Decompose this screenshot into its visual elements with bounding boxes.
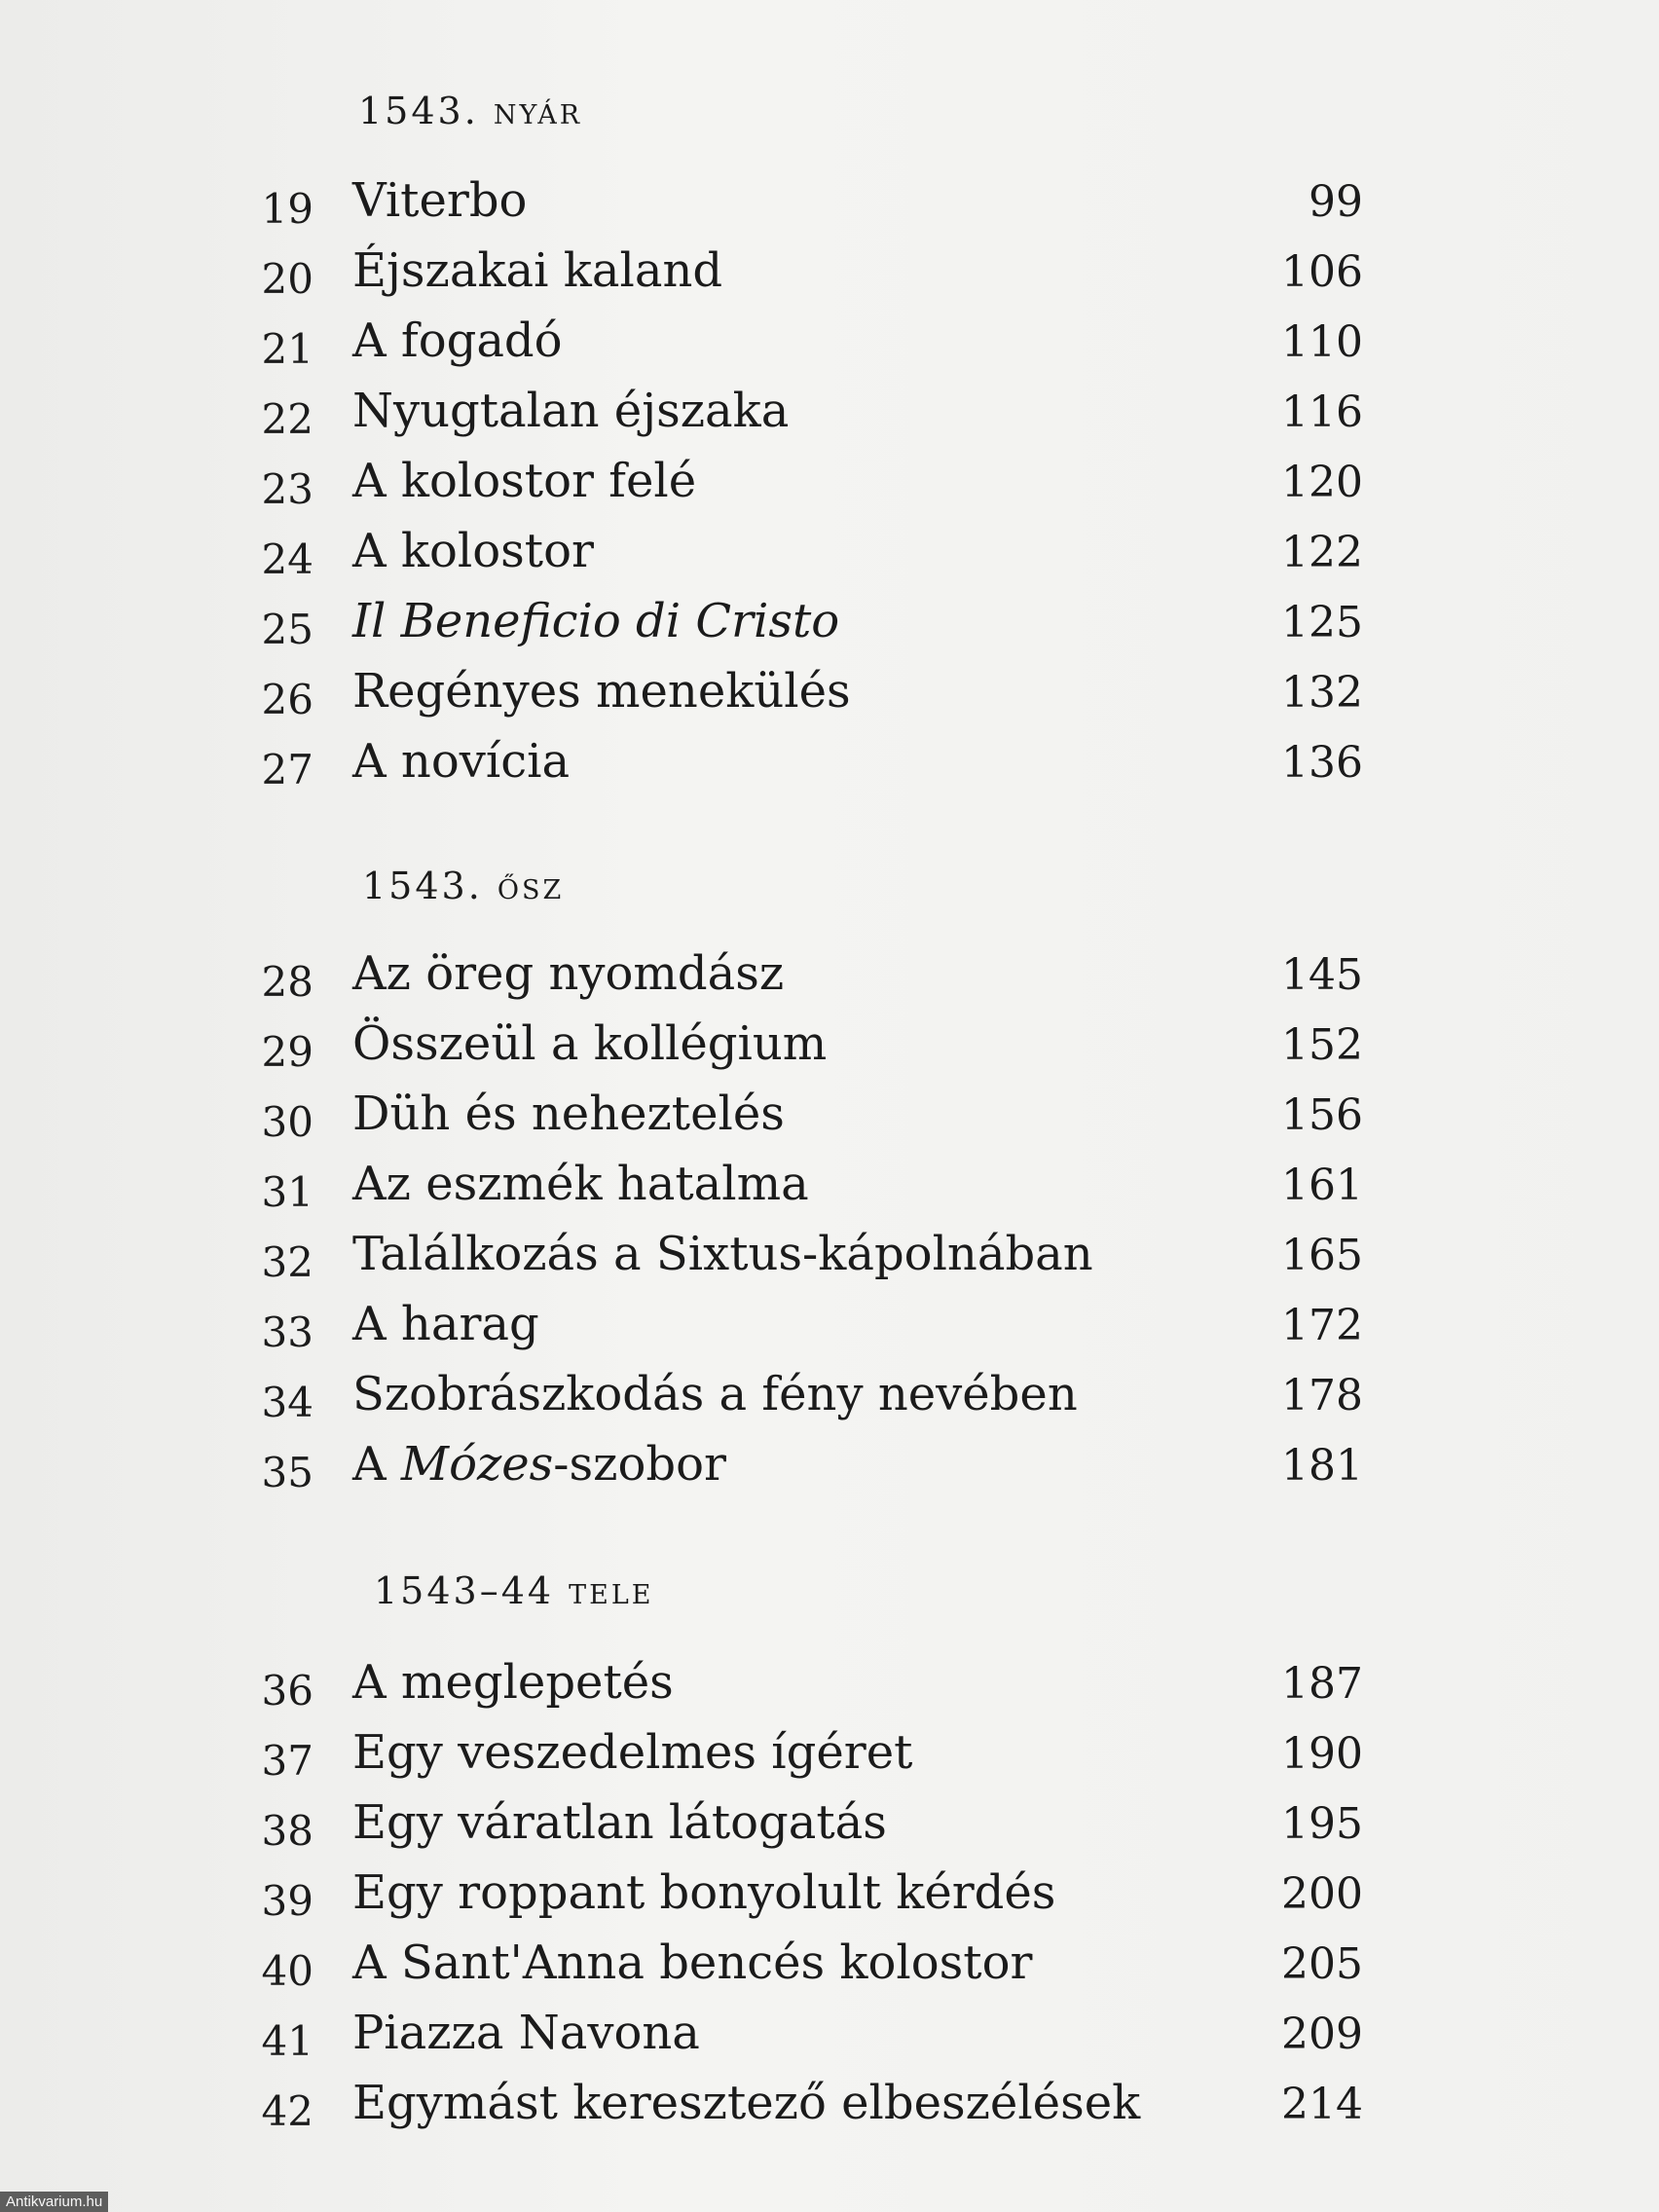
chapter-number: 42 [261,2087,313,2135]
toc-entry [253,1795,1363,1863]
toc-entry [253,1865,1363,1934]
chapter-number: 34 [261,1379,313,1426]
chapter-number: 40 [261,1947,313,1995]
chapter-number: 21 [261,325,313,373]
page-number: 200 [1281,1869,1363,1919]
toc-entry [253,2076,1363,2144]
chapter-title: Összeül a kollégium [352,1016,828,1071]
page-number: 120 [1281,458,1363,507]
toc-entry [253,1437,1363,1505]
toc-entry [253,173,1363,241]
toc-entry [253,594,1363,662]
section-heading: 1543–44 tele [374,1569,654,1612]
toc-entry [253,1936,1363,2004]
chapter-number: 29 [261,1028,313,1076]
chapter-number: 31 [261,1168,313,1216]
page-number: 205 [1281,1939,1363,1989]
chapter-number: 19 [261,185,313,233]
page-number: 145 [1281,950,1363,1000]
page-number: 181 [1281,1441,1363,1491]
chapter-title: A novícia [352,734,571,789]
chapter-title: Regényes menekülés [352,664,851,719]
title-suffix: -szobor [553,1437,726,1492]
page-number: 190 [1281,1729,1363,1779]
chapter-title: Egy roppant bonyolult kérdés [352,1865,1056,1920]
chapter-number: 23 [261,465,313,513]
page-number: 99 [1309,177,1363,227]
page-number: 165 [1281,1231,1363,1280]
chapter-number: 33 [261,1309,313,1356]
chapter-title: Düh és neheztelés [352,1087,785,1141]
chapter-title: Il Beneficio di Cristo [352,594,840,648]
toc-entry [253,243,1363,312]
toc-entry [253,1087,1363,1155]
page-number: 132 [1281,668,1363,718]
toc-entry [253,1297,1363,1365]
toc-entry [253,1367,1363,1435]
toc-entry [253,946,1363,1014]
chapter-title: A fogadó [352,313,563,368]
chapter-number: 22 [261,395,313,443]
page-number: 152 [1281,1020,1363,1070]
title-prefix: A [352,1437,401,1492]
page-number: 161 [1281,1161,1363,1210]
page-number: 214 [1281,2080,1363,2129]
chapter-title: Éjszakai kaland [352,243,723,298]
page-number: 122 [1281,528,1363,577]
chapter-title: Találkozás a Sixtus-kápolnában [352,1227,1093,1281]
toc-entry [253,524,1363,592]
section-heading: 1543. nyár [358,90,583,132]
watermark: Antikvarium.hu [0,2192,108,2212]
chapter-number: 25 [261,606,313,653]
chapter-title: Az öreg nyomdász [352,946,785,1001]
chapter-title: Egy veszedelmes ígéret [352,1725,913,1780]
chapter-title [352,1437,726,1492]
chapter-number: 28 [261,958,313,1006]
chapter-title: Egy váratlan látogatás [352,1795,887,1850]
chapter-number: 36 [261,1667,313,1714]
chapter-number: 24 [261,535,313,583]
toc-entry [253,1157,1363,1225]
page-number: 195 [1281,1799,1363,1849]
toc-entry [253,384,1363,452]
toc-entry [253,313,1363,382]
chapter-number: 32 [261,1238,313,1286]
chapter-title: A meglepetés [352,1655,674,1710]
chapter-number: 39 [261,1877,313,1925]
page-number: 172 [1281,1301,1363,1350]
page-number: 110 [1281,317,1363,367]
chapter-title: Egymást keresztező elbeszélések [352,2076,1141,2130]
page-number: 125 [1281,598,1363,647]
chapter-title: A Sant'Anna bencés kolostor [352,1936,1033,1990]
toc-entry [253,1227,1363,1295]
chapter-title: A harag [352,1297,539,1351]
toc-entry [253,2006,1363,2074]
chapter-title: A kolostor [352,524,594,578]
chapter-number: 37 [261,1737,313,1785]
chapter-number: 26 [261,676,313,723]
chapter-number: 20 [261,255,313,303]
chapter-number: 35 [261,1449,313,1496]
toc-entry [253,734,1363,802]
chapter-title: Nyugtalan éjszaka [352,384,790,438]
chapter-title: A kolostor felé [352,454,697,508]
chapter-number: 30 [261,1098,313,1146]
chapter-title: Viterbo [352,173,528,228]
chapter-number: 41 [261,2017,313,2065]
page-number: 156 [1281,1090,1363,1140]
chapter-number: 38 [261,1807,313,1855]
toc-entry [253,454,1363,522]
toc-entry [253,1655,1363,1723]
chapter-title: Szobrászkodás a fény nevében [352,1367,1078,1421]
section-heading: 1543. ősz [362,865,565,907]
page-number: 136 [1281,738,1363,788]
page-number: 187 [1281,1659,1363,1709]
toc-entry [253,1016,1363,1085]
chapter-title: Az eszmék hatalma [352,1157,809,1211]
page-number: 209 [1281,2009,1363,2059]
toc-entry [253,664,1363,732]
page-number: 178 [1281,1371,1363,1420]
page-number: 106 [1281,247,1363,297]
chapter-title: Piazza Navona [352,2006,700,2060]
page-number: 116 [1281,387,1363,437]
title-italic: Mózes [400,1437,554,1492]
chapter-number: 27 [261,746,313,793]
toc-entry [253,1725,1363,1793]
